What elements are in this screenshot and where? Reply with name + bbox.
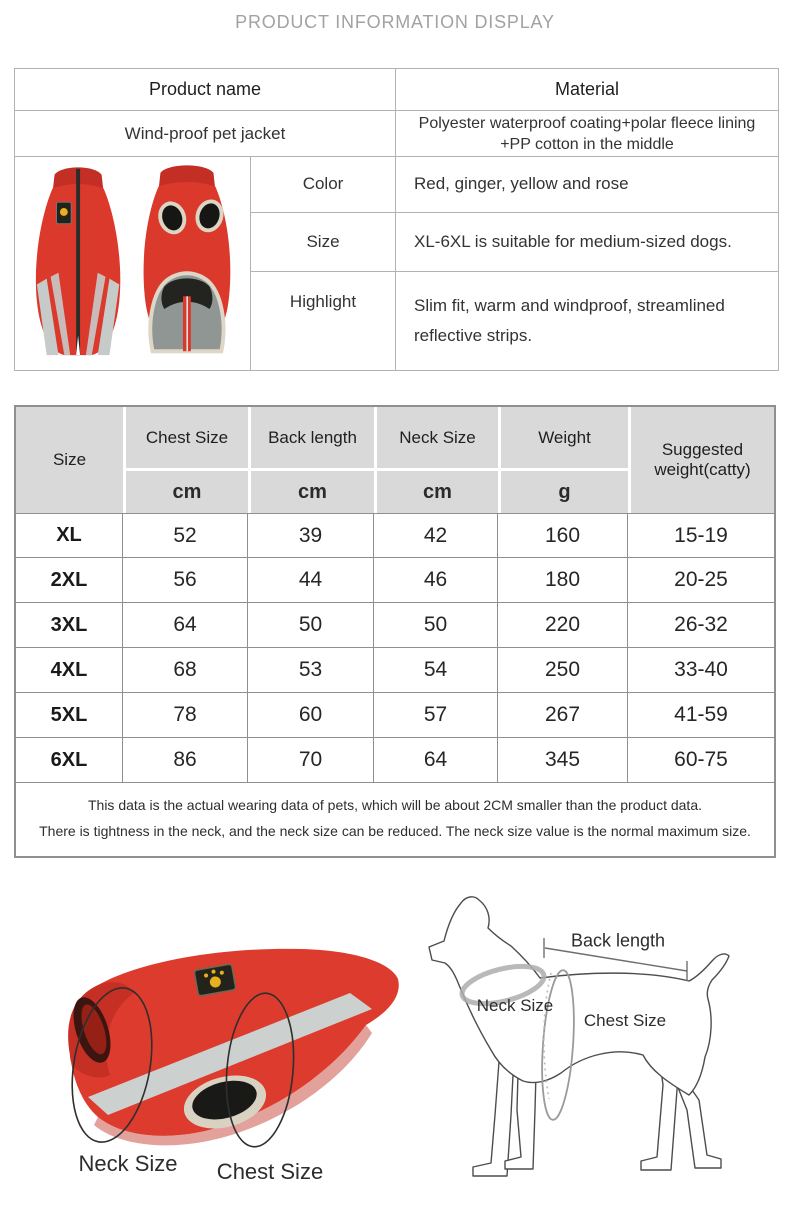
suggested-cell: 26-32 bbox=[628, 603, 774, 648]
size-cell: 6XL bbox=[16, 738, 123, 783]
col-header-chest: Chest Size bbox=[123, 407, 248, 471]
table-row bbox=[16, 648, 774, 693]
photo-neck-size-label: Neck Size bbox=[78, 1151, 178, 1176]
size-cell: XL bbox=[16, 513, 123, 558]
product-photo bbox=[17, 159, 249, 363]
product-photo-cell bbox=[15, 157, 251, 371]
jacket-measure-photo bbox=[10, 935, 410, 1165]
unit-weight: g bbox=[498, 471, 628, 513]
unit-chest: cm bbox=[123, 471, 248, 513]
col-header-suggested: Suggested weight(catty) bbox=[628, 407, 774, 513]
highlight-value: Slim fit, warm and windproof, streamlined reflective strips. bbox=[396, 272, 779, 371]
chest-cell: 78 bbox=[123, 693, 248, 738]
col-header-neck: Neck Size bbox=[374, 407, 498, 471]
table-row bbox=[16, 738, 774, 783]
size-cell: 3XL bbox=[16, 603, 123, 648]
photo-chest-size-label: Chest Size bbox=[216, 1159, 324, 1184]
table-row bbox=[16, 558, 774, 603]
material-header: Material bbox=[396, 69, 779, 111]
neck-cell: 42 bbox=[374, 513, 498, 558]
chest-cell: 56 bbox=[123, 558, 248, 603]
neck-cell: 57 bbox=[374, 693, 498, 738]
weight-cell: 345 bbox=[498, 738, 628, 783]
back-cell: 44 bbox=[248, 558, 374, 603]
jacket-back-view bbox=[36, 167, 120, 355]
unit-back: cm bbox=[248, 471, 374, 513]
suggested-cell: 15-19 bbox=[628, 513, 774, 558]
weight-cell: 250 bbox=[498, 648, 628, 693]
color-value: Red, ginger, yellow and rose bbox=[396, 157, 779, 213]
material-value: Polyester waterproof coating+polar fleece lining +PP cotton in the middle bbox=[396, 111, 779, 157]
col-header-size: Size bbox=[16, 407, 123, 513]
table-row bbox=[15, 111, 779, 157]
neck-cell: 64 bbox=[374, 738, 498, 783]
weight-cell: 180 bbox=[498, 558, 628, 603]
paw-logo-tag bbox=[194, 964, 236, 996]
weight-cell: 220 bbox=[498, 603, 628, 648]
table-row bbox=[15, 69, 779, 111]
color-label: Color bbox=[251, 157, 396, 213]
diagram-neck-size-label: Neck Size bbox=[476, 996, 554, 1015]
neck-cell: 46 bbox=[374, 558, 498, 603]
chest-cell: 68 bbox=[123, 648, 248, 693]
back-cell: 50 bbox=[248, 603, 374, 648]
col-header-back: Back length bbox=[248, 407, 374, 471]
size-label: Size bbox=[251, 212, 396, 272]
product-name-value: Wind-proof pet jacket bbox=[15, 111, 396, 157]
diagram-back-length-label: Back length bbox=[570, 930, 666, 951]
diagram-chest-size-label: Chest Size bbox=[583, 1011, 667, 1030]
back-cell: 70 bbox=[248, 738, 374, 783]
table-row bbox=[16, 693, 774, 738]
neck-cell: 54 bbox=[374, 648, 498, 693]
table-row bbox=[16, 513, 774, 558]
page-title: PRODUCT INFORMATION DISPLAY bbox=[235, 12, 555, 32]
product-info-table bbox=[14, 68, 779, 371]
table-row bbox=[15, 157, 779, 213]
jacket-bottom-view bbox=[144, 165, 231, 351]
table-row bbox=[16, 783, 774, 856]
size-chart-header bbox=[16, 407, 774, 513]
suggested-cell: 33-40 bbox=[628, 648, 774, 693]
size-chart-body bbox=[16, 513, 774, 783]
back-cell: 60 bbox=[248, 693, 374, 738]
size-cell: 5XL bbox=[16, 693, 123, 738]
back-cell: 39 bbox=[248, 513, 374, 558]
weight-cell: 267 bbox=[498, 693, 628, 738]
suggested-cell: 20-25 bbox=[628, 558, 774, 603]
product-name-header: Product name bbox=[15, 69, 396, 111]
back-cell: 53 bbox=[248, 648, 374, 693]
size-chart bbox=[14, 405, 776, 858]
note-line: There is tightness in the neck, and the neck size can be reduced. The neck size value is the normal maximum size. bbox=[39, 823, 751, 839]
suggested-cell: 60-75 bbox=[628, 738, 774, 783]
table-row bbox=[16, 603, 774, 648]
chest-cell: 52 bbox=[123, 513, 248, 558]
col-header-weight: Weight bbox=[498, 407, 628, 471]
size-cell: 4XL bbox=[16, 648, 123, 693]
chest-cell: 64 bbox=[123, 603, 248, 648]
suggested-cell: 41-59 bbox=[628, 693, 774, 738]
size-chart-table bbox=[16, 407, 774, 856]
unit-neck: cm bbox=[374, 471, 498, 513]
size-chart-notes bbox=[16, 783, 774, 856]
weight-cell: 160 bbox=[498, 513, 628, 558]
chest-cell: 86 bbox=[123, 738, 248, 783]
highlight-label: Highlight bbox=[251, 272, 396, 371]
size-cell: 2XL bbox=[16, 558, 123, 603]
size-value: XL-6XL is suitable for medium-sized dogs. bbox=[396, 212, 779, 272]
neck-cell: 50 bbox=[374, 603, 498, 648]
note-line: This data is the actual wearing data of pets, which will be about 2CM smaller than the product data. bbox=[87, 797, 702, 813]
